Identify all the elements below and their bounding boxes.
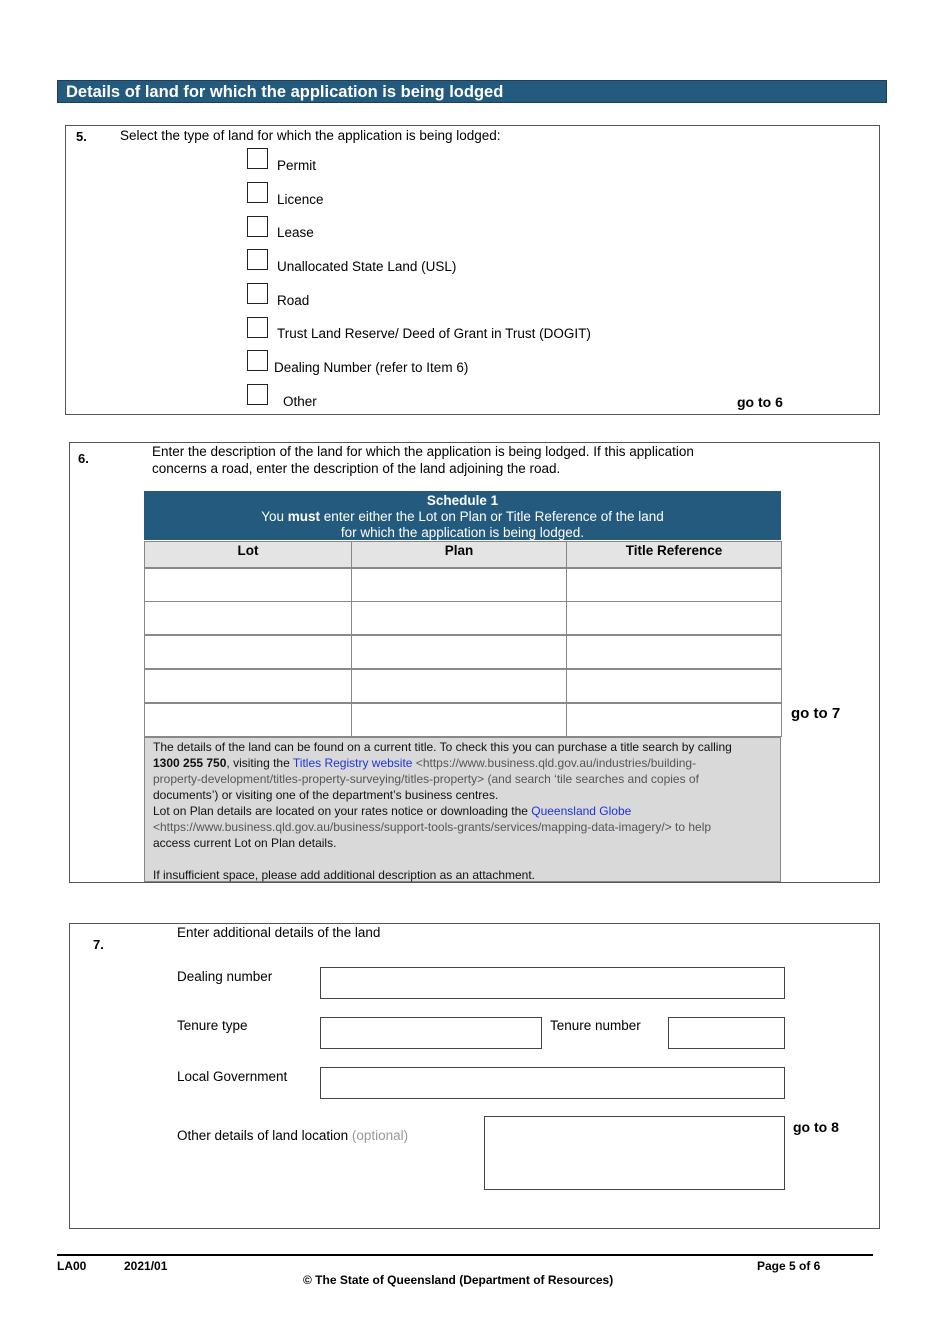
note-line-4: documents’) or visiting one of the department’s business centres. [153, 788, 499, 802]
form-code: LA00 [57, 1259, 87, 1273]
lease-label: Lease [277, 225, 314, 240]
note-line-1: The details of the land can be found on a current title. To check this you can purchase a title search by calling [153, 740, 732, 754]
dealing-number-field-label: Dealing number [177, 969, 273, 984]
question-6-goto: go to 7 [791, 705, 841, 722]
plan-cell-4[interactable] [351, 669, 567, 703]
road-checkbox[interactable] [247, 283, 268, 304]
land-details-note [144, 737, 781, 882]
road-label: Road [277, 293, 310, 308]
dealing-number-checkbox[interactable] [247, 350, 268, 371]
question-7-goto: go to 8 [793, 1119, 839, 1135]
question-7-prompt: Enter additional details of the land [177, 925, 381, 940]
dogit-label: Trust Land Reserve/ Deed of Grant in Trust (DOGIT) [277, 326, 591, 341]
schedule-instruction-line1: You must enter either the Lot on Plan or Title Reference of the land [261, 509, 664, 524]
note-line-6: <https://www.business.qld.gov.au/business/support-tools-grants/services/mapping-data-imagery/> to help [153, 820, 712, 834]
lot-cell-4[interactable] [144, 669, 352, 703]
plan-cell-1[interactable] [351, 568, 567, 602]
question-5-goto: go to 6 [737, 394, 783, 410]
tenure-number-input[interactable] [668, 1017, 785, 1049]
usl-label: Unallocated State Land (USL) [277, 259, 457, 274]
note-line-5: Lot on Plan details are located on your rates notice or downloading the Queensland Globe [153, 804, 632, 818]
column-header-plan: Plan [351, 541, 567, 568]
lot-cell-3[interactable] [144, 635, 352, 669]
tenure-type-label: Tenure type [177, 1018, 248, 1033]
title-reference-cell-4[interactable] [566, 669, 782, 703]
licence-label: Licence [277, 192, 324, 207]
other-label: Other [283, 394, 317, 409]
tenure-number-label: Tenure number [550, 1018, 641, 1033]
local-government-input[interactable] [320, 1067, 785, 1099]
note-line-8: If insufficient space, please add additional description as an attachment. [153, 868, 536, 882]
note-line-7: access current Lot on Plan details. [153, 836, 337, 850]
local-government-label: Local Government [177, 1069, 288, 1084]
lot-cell-1[interactable] [144, 568, 352, 602]
footer-divider [57, 1254, 873, 1256]
permit-label: Permit [277, 158, 317, 173]
plan-cell-3[interactable] [351, 635, 567, 669]
lot-cell-5[interactable] [144, 703, 352, 737]
other-details-label: Other details of land location (optional) [177, 1128, 409, 1143]
other-checkbox[interactable] [247, 384, 268, 405]
title-reference-cell-3[interactable] [566, 635, 782, 669]
lease-checkbox[interactable] [247, 216, 268, 237]
plan-cell-5[interactable] [351, 703, 567, 737]
plan-cell-2[interactable] [351, 601, 567, 635]
title-reference-cell-1[interactable] [566, 568, 782, 602]
other-details-input[interactable] [484, 1116, 785, 1190]
dealing-number-input[interactable] [320, 967, 785, 999]
title-reference-cell-5[interactable] [566, 703, 782, 737]
note-line-2: 1300 255 750, visiting the Titles Registry website <https://www.business.qld.gov.au/industries/building- [153, 756, 697, 770]
queensland-globe-link[interactable]: Queensland Globe [531, 804, 632, 818]
section-title: Details of land for which the application is being lodged [57, 80, 887, 103]
question-6-prompt-line2: concerns a road, enter the description of the land adjoining the road. [152, 461, 561, 476]
titles-registry-link[interactable]: Titles Registry website [292, 756, 413, 770]
dealing-number-label: Dealing Number (refer to Item 6) [274, 360, 469, 375]
usl-checkbox[interactable] [247, 249, 268, 270]
title-reference-cell-2[interactable] [566, 601, 782, 635]
note-line-3: property-development/titles-property-surveying/titles-property> (and search ‘tile searches and copies of [153, 772, 699, 786]
column-header-title-reference: Title Reference [566, 541, 782, 568]
question-6-number: 6. [78, 451, 89, 466]
question-7-number: 7. [93, 937, 104, 952]
question-5-number: 5. [76, 129, 87, 144]
question-5-prompt: Select the type of land for which the application is being lodged: [120, 128, 501, 143]
lot-cell-2[interactable] [144, 601, 352, 635]
copyright: © The State of Queensland (Department of Resources) [303, 1273, 614, 1287]
question-6-prompt-line1: Enter the description of the land for which the application is being lodged. If this application [152, 444, 694, 459]
question-5-box [65, 125, 880, 415]
form-version: 2021/01 [124, 1259, 168, 1273]
page-number: Page 5 of 6 [757, 1259, 821, 1273]
schedule-instruction-line2: for which the application is being lodged. [340, 525, 585, 540]
dogit-checkbox[interactable] [247, 317, 268, 338]
licence-checkbox[interactable] [247, 182, 268, 203]
column-header-lot: Lot [144, 541, 352, 568]
permit-checkbox[interactable] [247, 148, 268, 169]
schedule-title: Schedule 1 [426, 493, 499, 508]
schedule-header [144, 491, 781, 540]
tenure-type-input[interactable] [320, 1017, 542, 1049]
